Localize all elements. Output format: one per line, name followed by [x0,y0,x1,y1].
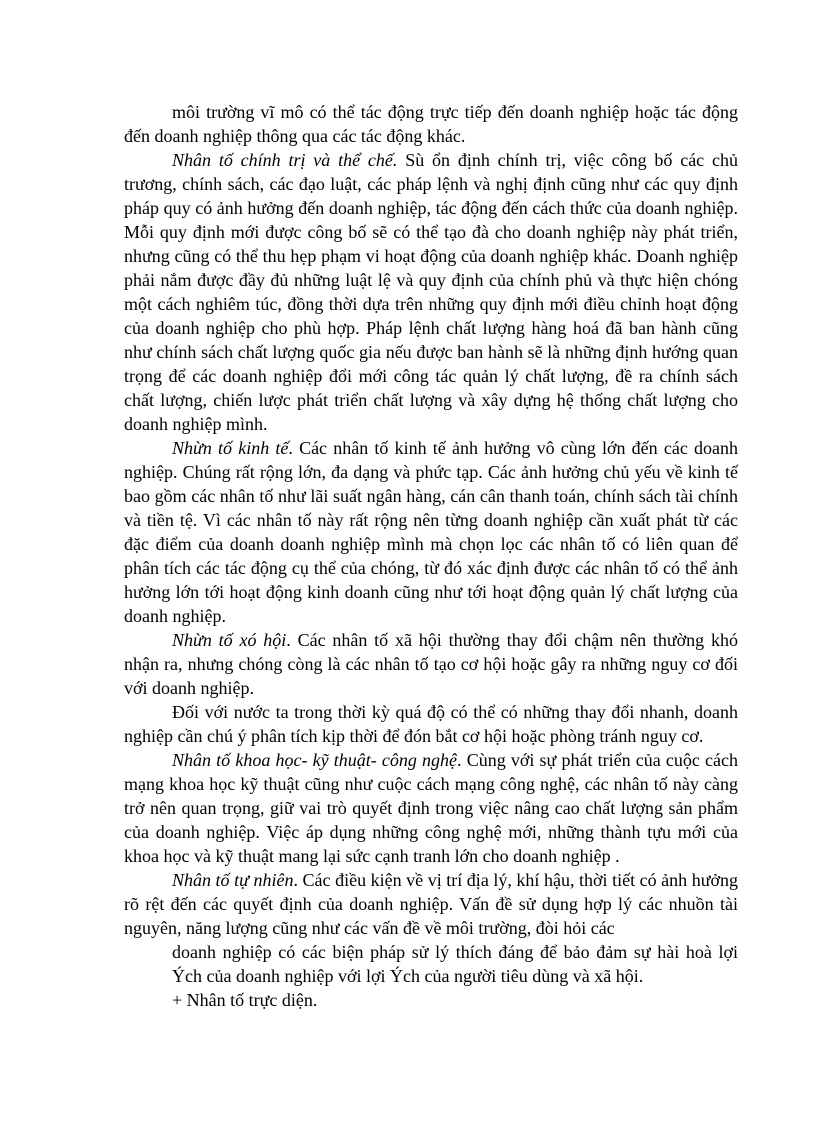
paragraph-direct-factor: + Nhân tố trực diện. [172,990,318,1010]
paragraph-technology [124,748,738,868]
heading-economic: Nhừn tố kinh tế [172,438,289,458]
paragraph-natural-continued: doanh nghiệp có các biện pháp sử lý thích đáng để bảo đảm sự hài hoà lợi Ých của doanh nghiệp với lợi Ých của người tiêu dùng và xã hội. [172,942,738,986]
text-natural: . Các điều kiện về vị trí địa lý, khí hậu, thời tiết có ảnh hưởng rõ rệt đến các quyết định của doanh nghiệp. Vấn đề sử dụng hợp lý các nhuồn tài nguyên, năng lượng cũng như các vấn đề về môi trường, đòi hỏi các [124,870,738,938]
paragraph-social-note: Đối với nước ta trong thời kỳ quá độ có thể có những thay đổi nhanh, doanh nghiệp cần chú ý phân tích kịp thời để đón bắt cơ hội hoặc phòng tránh nguy cơ. [124,702,738,746]
heading-natural: Nhân tố tự nhiên [172,870,294,890]
text-political: Sù ổn định chính trị, việc công bố các chủ trương, chính sách, các đạo luật, các pháp lệnh và nghị định cũng như các quy định pháp quy có ảnh hưởng đến doanh nghiệp, tác động đến cách thức của doanh nghiệp. Mỗi quy định mới được công bố sẽ có thể tạo đà cho doanh nghiệp này phát triển, nhưng cũng có thể thu hẹp phạm vi hoạt động của doanh nghiệp khác. Doanh nghiệp phải nắm được đầy đủ những luật lệ và quy định của chính phủ và thực hiện chóng một cách nghiêm túc, đồng thời dựa trên những quy định mới điều chỉnh hoạt động của doanh nghiệp cho phù hợp. Pháp lệnh chất lượng hàng hoá đã ban hành cũng như chính sách chất lượng quốc gia nếu được ban hành sẽ là những định hướng quan trọng để các doanh nghiệp đổi mới công tác quản lý chất lượng, đề ra chính sách chất lượng, chiến lược phát triển chất lượng và xây dựng hệ thống chất lượng cho doanh nghiệp mình. [124,150,738,434]
paragraph-economic [124,436,738,628]
paragraph-intro: môi trường vĩ mô có thể tác động trực tiếp đến doanh nghiệp hoặc tác động đến doanh nghiệp thông qua các tác động khác. [124,102,738,146]
paragraph-natural [124,868,738,940]
text-social: . Các nhân tố xã hội thường thay đổi chậm nên thường khó nhận ra, nhưng chóng còng là các nhân tố tạo cơ hội hoặc gây ra những nguy cơ đối với doanh nghiệp. [124,630,738,698]
document-page [124,100,738,1012]
text-technology: . Cùng với sự phát triển của cuộc cách mạng khoa học kỹ thuật cũng như cuộc cách mạng công nghệ, các nhân tố này càng trở nên quan trọng, giữ vai trò quyết định trong việc nâng cao chất lượng sản phẩm của doanh nghiệp. Việc áp dụng những công nghệ mới, những thành tựu mới của khoa học và kỹ thuật mang lại sức cạnh tranh lớn cho doanh nghiệp . [124,750,739,866]
heading-technology: Nhân tố khoa học- kỹ thuật- công nghệ [172,750,458,770]
paragraph-social [124,628,738,700]
heading-political: Nhân tố chính trị và thể chế. [172,150,398,170]
text-economic: . Các nhân tố kinh tế ảnh hưởng vô cùng lớn đến các doanh nghiệp. Chúng rất rộng lớn, đa dạng và phức tạp. Các ảnh hưởng chủ yếu về kinh tế bao gồm các nhân tố như lãi suất ngân hàng, cán cân thanh toán, chính sách tài chính và tiền tệ. Vì các nhân tố này rất rộng nên từng doanh nghiệp cần xuất phát từ các đặc điểm của doanh doanh nghiệp mình mà chọn lọc các nhân tố có liên quan để phân tích các tác động cụ thể của chóng, từ đó xác định được các nhân tố có thể ảnh hưởng lớn tới hoạt động kinh doanh cũng như tới hoạt động quản lý chất lượng của doanh nghiệp. [124,438,738,626]
paragraph-political [124,148,738,436]
heading-social: Nhừn tố xó hội [172,630,287,650]
